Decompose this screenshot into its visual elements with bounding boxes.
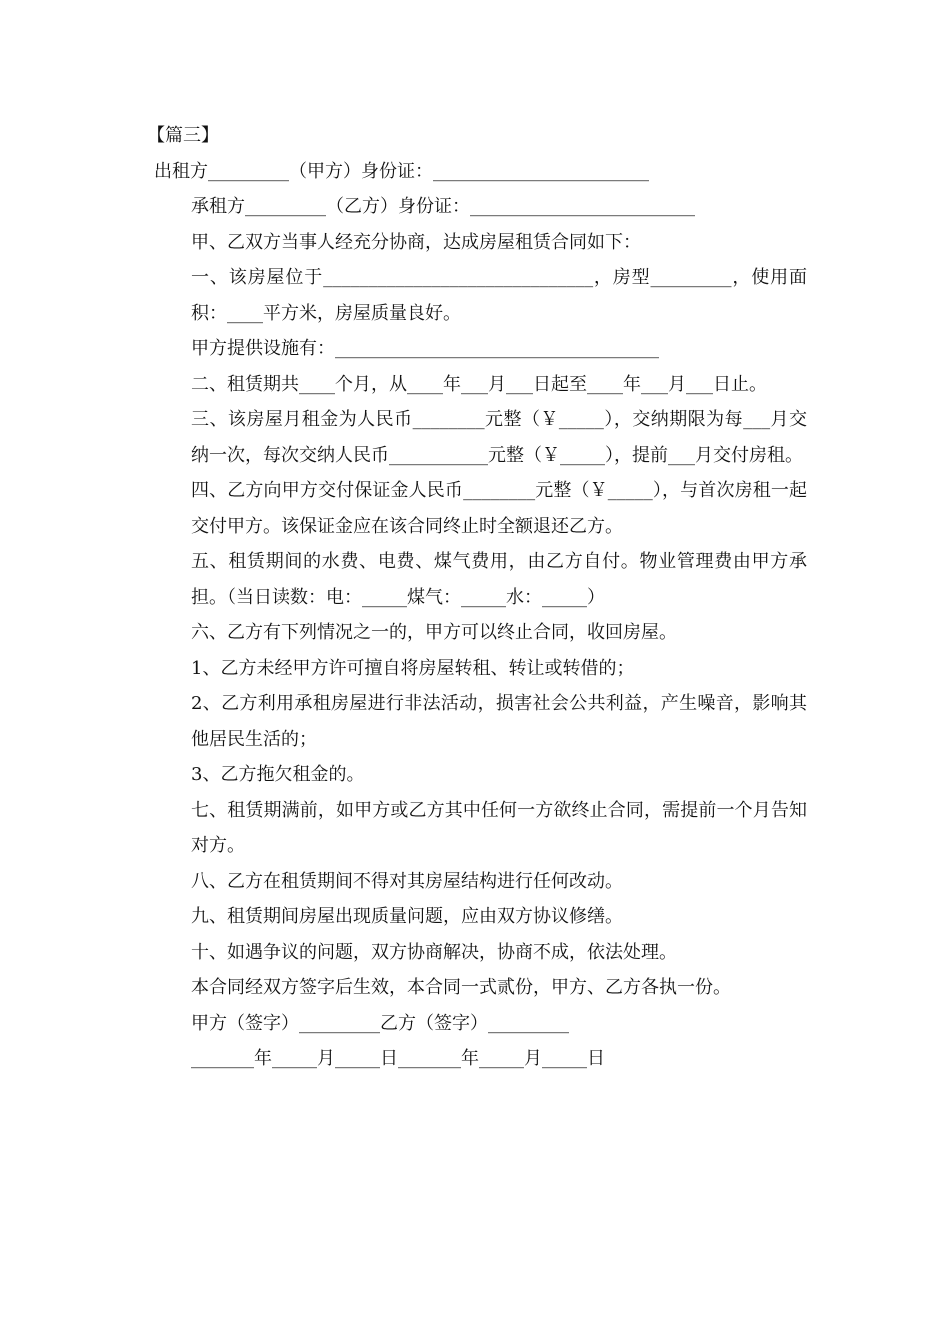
section-heading: 【篇三】 <box>147 125 219 146</box>
clause-9-repairs: 九、租赁期间房屋出现质量问题，应由双方协议修缮。 <box>191 906 623 927</box>
date-line: _______年_____月_____日_______年_____月_____日 <box>191 1048 605 1069</box>
lessee-line: 承租方_________（乙方）身份证：_________________________ <box>191 196 695 217</box>
clause-10-disputes: 十、如遇争议的问题，双方协商解决，协商不成，依法处理。 <box>191 941 677 963</box>
clause-5-utilities: 五、租赁期间的水费、电费、煤气费用，由乙方自付。物业管理费由甲方承担。（当日读数：电：_____煤气：_____水：_____） <box>191 551 807 608</box>
clause-2-term: 二、租赁期共____个月，从____年___月___日起至____年___月___日止。 <box>191 373 767 395</box>
lessor-line: 出租方_________（甲方）身份证：________________________ <box>154 160 649 182</box>
clause-6-item-2: 2、乙方利用承租房屋进行非法活动，损害社会公共利益，产生噪音，影响其他居民生活的； <box>191 693 807 750</box>
clause-3-rent: 三、该房屋月租金为人民币________元整（￥_____），交纳期限为每___月交纳一次，每次交纳人民币___________元整（￥_____），提前___月交付房租。 <box>191 409 807 466</box>
document-page <box>147 118 807 1077</box>
clause-6-item-1: 1、乙方未经甲方许可擅自将房屋转租、转让或转借的； <box>191 657 635 679</box>
clause-4-deposit: 四、乙方向甲方交付保证金人民币________元整（￥_____），与首次房租一起交付甲方。该保证金应在该合同终止时全额退还乙方。 <box>191 480 807 537</box>
clause-7-early-termination: 七、租赁期满前，如甲方或乙方其中任何一方欲终止合同，需提前一个月告知对方。 <box>191 799 807 856</box>
clause-8-structure: 八、乙方在租赁期间不得对其房屋结构进行任何改动。 <box>191 870 623 892</box>
clause-6-termination: 六、乙方有下列情况之一的，甲方可以终止合同，收回房屋。 <box>191 622 677 643</box>
clause-6-item-3: 3、乙方拖欠租金的。 <box>191 764 365 785</box>
facilities-line: 甲方提供设施有：____________________________________ <box>191 338 659 359</box>
clause-1-location: 一、该房屋位于______________________________，房型_________，使用面积：____平方米，房屋质量良好。 <box>191 267 807 324</box>
intro-paragraph: 甲、乙双方当事人经充分协商，达成房屋租赁合同如下： <box>191 231 641 253</box>
signature-line: 甲方（签字）_________乙方（签字）_________ <box>191 1012 569 1034</box>
effect-clause: 本合同经双方签字后生效，本合同一式贰份，甲方、乙方各执一份。 <box>191 977 731 998</box>
